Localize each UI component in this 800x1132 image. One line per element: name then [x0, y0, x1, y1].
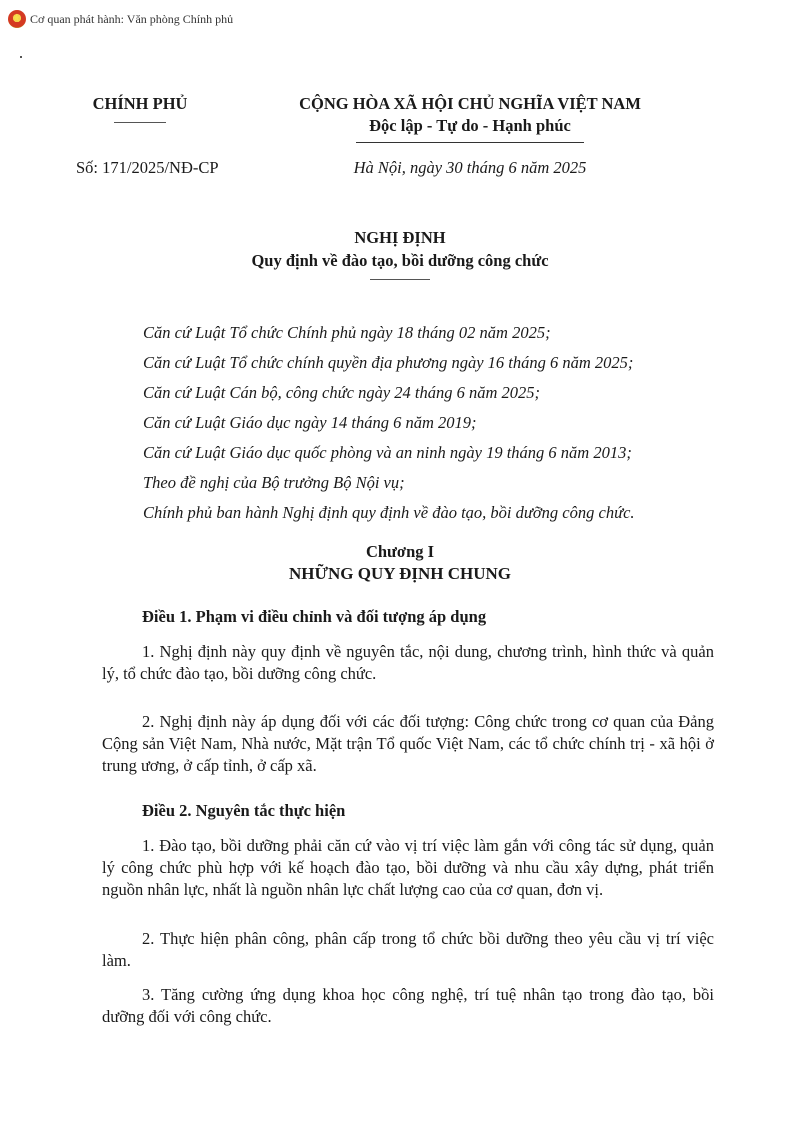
article-1-paragraph: 2. Nghị định này áp dụng đối với các đối tượng: Công chức trong cơ quan của Đảng Cộng sản Việt Nam, Nhà nước, Mặt trận Tổ quốc Việt Nam, các tổ chức chính trị - xã hội ở trung ương, ở cấp tỉnh, ở cấp xã.	[102, 712, 714, 775]
legal-basis-line: Căn cứ Luật Giáo dục ngày 14 tháng 6 năm 2019;	[143, 413, 477, 432]
issuer-underline	[114, 122, 166, 123]
issuer-name: CHÍNH PHỦ	[92, 94, 188, 113]
legal-basis-line: Căn cứ Luật Tổ chức chính quyền địa phương ngày 16 tháng 6 năm 2025;	[143, 353, 634, 372]
issuing-agency-strip	[8, 10, 233, 28]
document-number: Số: 171/2025/NĐ-CP	[76, 158, 219, 177]
article-1-title: Điều 1. Phạm vi điều chỉnh và đối tượng áp dụng	[142, 607, 487, 626]
issuer-block	[60, 94, 220, 123]
article-2-paragraph: 3. Tăng cường ứng dụng khoa học công nghệ, trí tuệ nhân tạo trong đào tạo, bồi dưỡng đối với công chức.	[102, 985, 714, 1026]
document-subject: Quy định về đào tạo, bồi dưỡng công chức	[251, 251, 549, 270]
legal-basis-line: Theo đề nghị của Bộ trưởng Bộ Nội vụ;	[143, 473, 405, 492]
article-2-title: Điều 2. Nguyên tắc thực hiện	[142, 801, 346, 820]
national-title-block	[260, 94, 680, 143]
legal-bases	[143, 318, 743, 528]
legal-basis-line: Căn cứ Luật Giáo dục quốc phòng và an ninh ngày 19 tháng 6 năm 2013;	[143, 443, 632, 462]
chapter-number: Chương I	[365, 542, 435, 561]
national-emblem-icon	[8, 10, 26, 28]
document-date: Hà Nội, ngày 30 tháng 6 năm 2025	[353, 158, 587, 177]
motto-underline	[356, 142, 584, 143]
article-1-paragraph: 1. Nghị định này quy định về nguyên tắc, nội dung, chương trình, hình thức và quản lý, tổ chức đào tạo, bồi dưỡng công chức.	[102, 642, 714, 683]
article-2-paragraph: 1. Đào tạo, bồi dưỡng phải căn cứ vào vị trí việc làm gắn với công tác sử dụng, quản lý công chức phù hợp với kế hoạch đào tạo, bồi dưỡng và nhu cầu xây dựng, phát triển nguồn nhân lực, nhất là nguồn nhân lực chất lượng cao của cơ quan, đơn vị.	[102, 836, 714, 899]
legal-basis-line: Căn cứ Luật Cán bộ, công chức ngày 24 tháng 6 năm 2025;	[143, 383, 541, 402]
chapter-name: NHỮNG QUY ĐỊNH CHUNG	[288, 564, 512, 583]
national-motto: Độc lập - Tự do - Hạnh phúc	[369, 116, 571, 135]
issuing-agency-text: Cơ quan phát hành: Văn phòng Chính phủ	[30, 11, 234, 26]
legal-basis-line: Chính phủ ban hành Nghị định quy định về đào tạo, bồi dưỡng công chức.	[143, 503, 635, 522]
scan-speck	[20, 56, 22, 58]
chapter-heading	[0, 541, 800, 585]
document-type: NGHỊ ĐỊNH	[354, 228, 446, 247]
document-title-block	[0, 228, 800, 280]
title-underline	[370, 279, 430, 280]
article-2-paragraph: 2. Thực hiện phân công, phân cấp trong tổ chức bồi dưỡng theo yêu cầu vị trí việc làm.	[102, 929, 714, 970]
legal-basis-line: Căn cứ Luật Tổ chức Chính phủ ngày 18 tháng 02 năm 2025;	[143, 323, 551, 342]
republic-name: CỘNG HÒA XÃ HỘI CHỦ NGHĨA VIỆT NAM	[299, 94, 641, 113]
